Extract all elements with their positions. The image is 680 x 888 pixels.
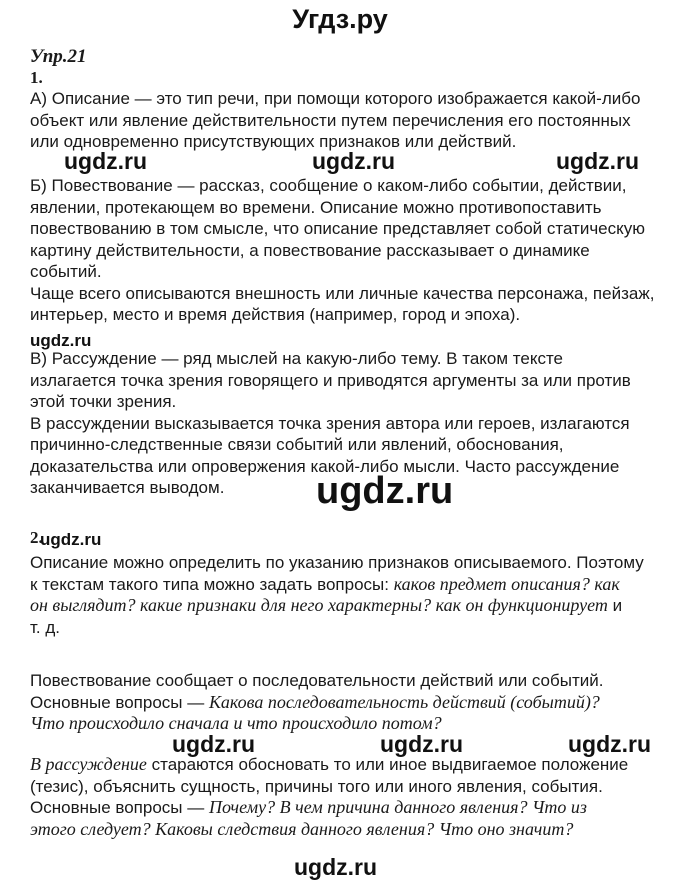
watermark: ugdz.ru [380, 731, 464, 757]
paragraph-a-line: А) Описание — это тип речи, при помощи которого изображается какой-либо [30, 89, 641, 108]
paragraph-c-line: В) Рассуждение — ряд мыслей на какую-либо тему. В таком тексте [30, 349, 563, 368]
watermark: ugdz.ru [40, 530, 102, 549]
text-italic: он выглядит? какие признаки для него характерны? как он функционирует [30, 595, 608, 615]
paragraph-c-line: излагается точка зрения говорящего и приводятся аргументы за или против [30, 370, 631, 390]
text-plain: стараются обосновать то или иное выдвигаемое положение [146, 755, 629, 774]
text-line [30, 574, 650, 596]
text-line [30, 595, 650, 617]
text-italic: каков предмет описания? как [393, 573, 620, 594]
paragraph-b-line: явлении, протекающем во времени. Описание можно противопоставить [30, 197, 602, 217]
paragraph-b-line: Б) Повествование — рассказ, сообщение о каком-либо событии, действии, [30, 176, 627, 195]
paragraph-b2-line: интерьер, место и время действия (например, город и эпоха). [30, 305, 521, 324]
watermark: ugdz.ru [312, 148, 396, 174]
watermark: ugdz.ru [294, 854, 378, 880]
text-italic: этого следует? Каковы следствия данного явления? Что оно значит? [30, 818, 574, 839]
text-line [30, 819, 650, 841]
text-line: т. д. [30, 617, 60, 637]
paragraph-narration-questions [30, 670, 650, 735]
text-line [30, 754, 650, 776]
paragraph-description-questions [30, 552, 650, 638]
paragraph-b [30, 175, 655, 326]
text-plain: Основные вопросы — [30, 692, 209, 712]
text-plain: к текстам такого типа можно задать вопросы: [30, 574, 394, 594]
site-header: Угдз.ру [292, 4, 388, 34]
paragraph-c-line: этой точки зрения. [30, 392, 177, 411]
paragraph-b-line: повествованию в том смысле, что описание представляет собой статическую [30, 219, 646, 238]
text-italic: В рассуждение [30, 754, 147, 774]
section-1-number: 1. [30, 68, 43, 87]
paragraph-a-line: объект или явление действительности путем перечисления его постоянных [30, 110, 631, 130]
paragraph-c2-line: В рассуждении высказывается точка зрения автора или героев, излагаются [30, 413, 630, 433]
paragraph-b-line: событий. [30, 262, 102, 281]
text-line: Повествование сообщает о последовательности действий или событий. [30, 671, 604, 690]
paragraph-a-line: или одновременно присутствующих признаков или действий. [30, 132, 517, 151]
text-plain: Основные вопросы — [30, 798, 209, 817]
text-plain: и [607, 596, 623, 615]
paragraph-a [30, 88, 650, 153]
watermark: ugdz.ru [64, 148, 148, 174]
watermark: ugdz.ru [568, 731, 652, 757]
watermark: ugdz.ru [172, 731, 256, 757]
paragraph-reasoning-questions [30, 754, 650, 840]
paragraph-c2-line: доказательства или опровержения какой-либо мысли. Часто рассуждение [30, 456, 620, 476]
text-line [30, 713, 650, 735]
watermark: ugdz.ru [316, 470, 454, 512]
paragraph-c2-line: заканчивается выводом. [30, 478, 225, 497]
paragraph-b-line: картину действительности, а повествование рассказывает о динамике [30, 240, 590, 260]
text-italic: Какова последовательность действий (событий)? [208, 691, 600, 712]
exercise-title: Упр.21 [30, 46, 87, 67]
paragraph-b2-line: Чаще всего описываются внешность или личные качества персонажа, пейзаж, [30, 283, 655, 303]
watermark: ugdz.ru [556, 148, 640, 174]
text-line: (тезис), объяснить сущность, причины того или иного явления, события. [30, 776, 603, 796]
text-line [30, 692, 650, 714]
text-italic: Почему? В чем причина данного явления? Что из [208, 797, 587, 817]
text-italic: Что происходило сначала и что происходило потом? [30, 713, 442, 733]
section-2-number: 2. [30, 528, 43, 547]
text-line [30, 797, 650, 819]
paragraph-c2-line: причинно-следственные связи событий или явлений, обоснования, [30, 435, 564, 454]
watermark: ugdz.ru [30, 331, 92, 350]
text-line: Описание можно определить по указанию признаков описываемого. Поэтому [30, 553, 644, 572]
